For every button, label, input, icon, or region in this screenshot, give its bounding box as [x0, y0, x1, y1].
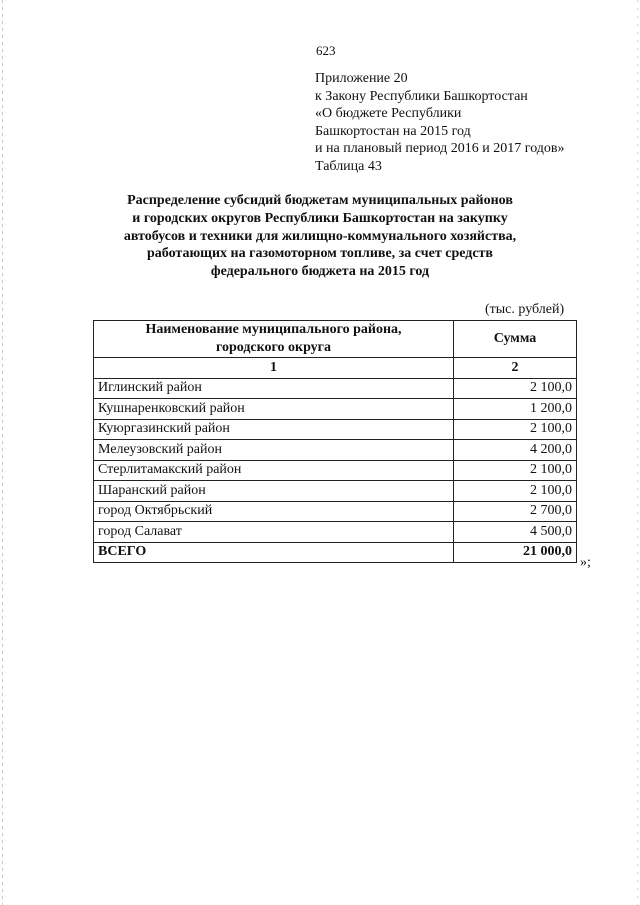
appendix-line: и на плановый период 2016 и 2017 годов» [315, 141, 565, 157]
row-amount: 2 100,0 [454, 419, 577, 440]
row-name: Мелеузовский район [94, 440, 454, 461]
scan-edge-left [2, 0, 3, 905]
row-name: город Октябрьский [94, 501, 454, 522]
total-amount: 21 000,0 [454, 542, 577, 563]
table-row [94, 460, 577, 481]
table-header-row [94, 321, 577, 358]
table-row [94, 419, 577, 440]
appendix-reference [315, 70, 615, 176]
row-amount: 2 100,0 [454, 460, 577, 481]
column-number-row [94, 358, 577, 379]
closing-quote-mark: »; [580, 555, 591, 570]
appendix-line: к Закону Республики Башкортостан [315, 88, 528, 104]
title-line: работающих на газомоторном топливе, за счет средств [147, 246, 493, 262]
document-title [100, 192, 540, 281]
scan-edge-right [637, 0, 638, 905]
row-amount: 2 700,0 [454, 501, 577, 522]
table-row [94, 501, 577, 522]
table-row [94, 440, 577, 461]
title-line: автобусов и техники для жилищно-коммунального хозяйства, [123, 228, 517, 244]
title-line: Распределение субсидий бюджетам муниципальных районов [127, 193, 513, 208]
table-row [94, 399, 577, 420]
appendix-line: Башкортостан на 2015 год [315, 123, 471, 139]
row-name: Стерлитамакский район [94, 460, 454, 481]
row-amount: 2 100,0 [454, 378, 577, 399]
title-line: и городских округов Республики Башкортостан на закупку [132, 210, 508, 226]
row-name: Кушнаренковский район [94, 399, 454, 420]
row-amount: 4 500,0 [454, 522, 577, 543]
header-name-line2: городского округа [215, 340, 332, 355]
row-name: город Салават [94, 522, 454, 543]
table-row [94, 481, 577, 502]
row-name: Шаранский район [94, 481, 454, 502]
header-name [94, 321, 454, 358]
title-line: федерального бюджета на 2015 год [210, 264, 430, 280]
header-amount: Сумма [454, 321, 577, 358]
column-number: 2 [454, 358, 577, 379]
subsidy-table [93, 320, 577, 563]
table-row [94, 522, 577, 543]
total-label: ВСЕГО [94, 542, 454, 563]
table-total-row [94, 542, 577, 563]
page-number: 623 [316, 43, 336, 58]
table-row [94, 378, 577, 399]
column-number: 1 [94, 358, 454, 379]
appendix-line: Таблица 43 [315, 158, 382, 174]
row-name: Куюргазинский район [94, 419, 454, 440]
appendix-line: Приложение 20 [315, 71, 408, 86]
row-amount: 2 100,0 [454, 481, 577, 502]
row-amount: 4 200,0 [454, 440, 577, 461]
appendix-line: «О бюджете Республики [315, 106, 462, 122]
row-name: Иглинский район [94, 378, 454, 399]
header-name-line1: Наименование муниципального района, [145, 322, 402, 337]
row-amount: 1 200,0 [454, 399, 577, 420]
unit-note: (тыс. рублей) [485, 302, 565, 317]
